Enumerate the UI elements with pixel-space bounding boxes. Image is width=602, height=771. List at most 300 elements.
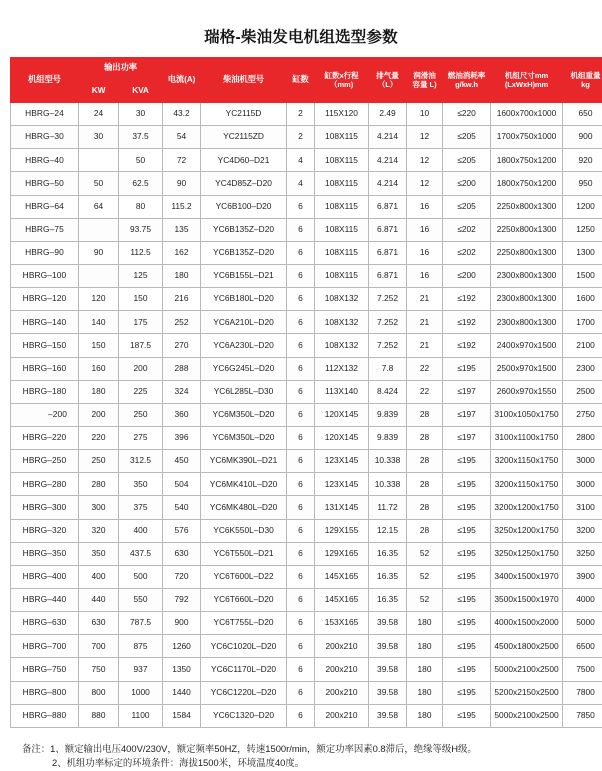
cell-lube-oil: 28 <box>407 403 443 426</box>
cell-model: HBRG–50 <box>11 172 79 195</box>
cell-engine-model: YC6MK390L–D21 <box>201 450 287 473</box>
cell-kva: 30 <box>119 103 163 126</box>
cell-cylinders: 6 <box>287 195 315 218</box>
cell-dimensions: 2300x800x1300 <box>491 311 563 334</box>
cell-kw: 200 <box>79 403 119 426</box>
cell-cylinders: 6 <box>287 218 315 241</box>
cell-current: 630 <box>163 542 201 565</box>
cell-weight: 1700 <box>563 311 602 334</box>
cell-cylinders: 6 <box>287 704 315 727</box>
cell-lube-oil: 52 <box>407 589 443 612</box>
th-bore-stroke-line1: 缸数x行程 <box>324 71 358 80</box>
cell-model: HBRG–64 <box>11 195 79 218</box>
cell-current: 450 <box>163 450 201 473</box>
cell-kw <box>79 265 119 288</box>
cell-engine-model: YC4D85Z–D20 <box>201 172 287 195</box>
table-row <box>11 126 602 149</box>
cell-engine-model: YC6MK410L–D20 <box>201 473 287 496</box>
cell-weight: 3000 <box>563 450 602 473</box>
cell-cylinders: 6 <box>287 403 315 426</box>
cell-displacement: 9.839 <box>369 403 407 426</box>
cell-current: 1584 <box>163 704 201 727</box>
cell-weight: 1500 <box>563 265 602 288</box>
th-kva: KVA <box>119 79 163 103</box>
cell-fuel-rate: ≤195 <box>443 542 491 565</box>
cell-kw: 630 <box>79 612 119 635</box>
th-bore-stroke <box>315 58 369 103</box>
table-row <box>11 704 602 727</box>
cell-kw: 320 <box>79 519 119 542</box>
th-displacement <box>369 58 407 103</box>
cell-kw: 800 <box>79 681 119 704</box>
cell-current: 540 <box>163 496 201 519</box>
cell-displacement: 7.8 <box>369 357 407 380</box>
cell-dimensions: 2250x800x1300 <box>491 218 563 241</box>
cell-engine-model: YC6MK480L–D20 <box>201 496 287 519</box>
cell-displacement: 11.72 <box>369 496 407 519</box>
cell-engine-model: YC6T755L–D20 <box>201 612 287 635</box>
cell-kva: 62.5 <box>119 172 163 195</box>
cell-fuel-rate: ≤195 <box>443 565 491 588</box>
cell-engine-model: YC6C1320–D20 <box>201 704 287 727</box>
cell-lube-oil: 12 <box>407 172 443 195</box>
cell-cylinders: 6 <box>287 241 315 264</box>
cell-displacement: 39.58 <box>369 704 407 727</box>
cell-dimensions: 3250x1200x1750 <box>491 519 563 542</box>
cell-weight: 1600 <box>563 288 602 311</box>
table-row <box>11 149 602 172</box>
table-row <box>11 172 602 195</box>
footer-notes <box>10 742 592 771</box>
cell-dimensions: 2250x800x1300 <box>491 241 563 264</box>
cell-fuel-rate: ≤195 <box>443 450 491 473</box>
cell-bore-stroke: 120X145 <box>315 403 369 426</box>
cell-lube-oil: 180 <box>407 635 443 658</box>
cell-cylinders: 6 <box>287 334 315 357</box>
cell-kw: 90 <box>79 241 119 264</box>
th-cylinders: 缸数 <box>287 58 315 103</box>
th-kw: KW <box>79 79 119 103</box>
cell-bore-stroke: 115X120 <box>315 103 369 126</box>
cell-bore-stroke: 200x210 <box>315 704 369 727</box>
cell-kva: 50 <box>119 149 163 172</box>
cell-dimensions: 1800x750x1200 <box>491 172 563 195</box>
cell-dimensions: 1700x750x1000 <box>491 126 563 149</box>
cell-cylinders: 4 <box>287 172 315 195</box>
cell-weight: 3900 <box>563 565 602 588</box>
table-row <box>11 565 602 588</box>
table-row <box>11 218 602 241</box>
cell-dimensions: 3500x1500x1970 <box>491 589 563 612</box>
cell-fuel-rate: ≤195 <box>443 473 491 496</box>
cell-weight: 650 <box>563 103 602 126</box>
cell-current: 576 <box>163 519 201 542</box>
cell-cylinders: 2 <box>287 103 315 126</box>
cell-dimensions: 5200x2150x2500 <box>491 681 563 704</box>
cell-model: HBRG–220 <box>11 427 79 450</box>
cell-current: 43.2 <box>163 103 201 126</box>
cell-fuel-rate: ≤195 <box>443 681 491 704</box>
cell-current: 324 <box>163 380 201 403</box>
cell-cylinders: 6 <box>287 496 315 519</box>
cell-kw <box>79 149 119 172</box>
table-row <box>11 612 602 635</box>
cell-cylinders: 6 <box>287 288 315 311</box>
cell-fuel-rate: ≤195 <box>443 658 491 681</box>
cell-current: 115.2 <box>163 195 201 218</box>
th-lube-oil-line1: 润滑油 <box>413 71 435 80</box>
cell-model: HBRG–440 <box>11 589 79 612</box>
cell-kva: 187.5 <box>119 334 163 357</box>
cell-displacement: 16.35 <box>369 542 407 565</box>
cell-kw: 50 <box>79 172 119 195</box>
cell-dimensions: 1800x750x1200 <box>491 149 563 172</box>
table-row <box>11 357 602 380</box>
cell-model: HBRG–320 <box>11 519 79 542</box>
table-row <box>11 496 602 519</box>
cell-engine-model: YC6T660L–D20 <box>201 589 287 612</box>
note-line-2: 2、机组功率标定的环境条件：海拔1500米，环境温度40度。 <box>22 756 592 771</box>
th-weight <box>563 58 602 103</box>
cell-current: 900 <box>163 612 201 635</box>
th-dimensions <box>491 58 563 103</box>
cell-bore-stroke: 108X132 <box>315 288 369 311</box>
table-row <box>11 427 602 450</box>
cell-dimensions: 2600x970x1550 <box>491 380 563 403</box>
cell-model: HBRG–100 <box>11 265 79 288</box>
cell-lube-oil: 16 <box>407 265 443 288</box>
cell-bore-stroke: 108X115 <box>315 126 369 149</box>
table-row <box>11 195 602 218</box>
cell-weight: 7850 <box>563 704 602 727</box>
cell-current: 180 <box>163 265 201 288</box>
cell-kva: 80 <box>119 195 163 218</box>
note-line-1: 备注：1、额定输出电压400V/230V，额定频率50HZ，转速1500r/min，额定功率因素0.8滞后，绝缘等级H级。 <box>22 742 592 757</box>
cell-current: 1260 <box>163 635 201 658</box>
cell-fuel-rate: ≤200 <box>443 172 491 195</box>
cell-weight: 950 <box>563 172 602 195</box>
cell-dimensions: 2500x970x1500 <box>491 357 563 380</box>
cell-current: 792 <box>163 589 201 612</box>
cell-lube-oil: 12 <box>407 126 443 149</box>
cell-lube-oil: 21 <box>407 311 443 334</box>
cell-model: HBRG–280 <box>11 473 79 496</box>
th-current: 电流(A) <box>163 58 201 103</box>
cell-displacement: 6.871 <box>369 218 407 241</box>
cell-displacement: 7.252 <box>369 334 407 357</box>
table-row <box>11 380 602 403</box>
cell-cylinders: 6 <box>287 589 315 612</box>
cell-bore-stroke: 108X132 <box>315 311 369 334</box>
th-displacement-line2: （L） <box>369 81 406 90</box>
cell-lube-oil: 16 <box>407 195 443 218</box>
cell-weight: 6500 <box>563 635 602 658</box>
table-row <box>11 473 602 496</box>
cell-current: 720 <box>163 565 201 588</box>
cell-fuel-rate: ≤205 <box>443 149 491 172</box>
cell-weight: 900 <box>563 126 602 149</box>
cell-kva: 550 <box>119 589 163 612</box>
cell-displacement: 12.15 <box>369 519 407 542</box>
cell-cylinders: 6 <box>287 473 315 496</box>
cell-displacement: 9.839 <box>369 427 407 450</box>
cell-cylinders: 6 <box>287 565 315 588</box>
cell-model: HBRG–140 <box>11 311 79 334</box>
cell-displacement: 10.338 <box>369 473 407 496</box>
cell-cylinders: 6 <box>287 681 315 704</box>
cell-engine-model: YC6A210L–D20 <box>201 311 287 334</box>
cell-lube-oil: 21 <box>407 334 443 357</box>
cell-bore-stroke: 108X115 <box>315 218 369 241</box>
cell-lube-oil: 21 <box>407 288 443 311</box>
cell-model: –200 <box>11 403 79 426</box>
cell-cylinders: 6 <box>287 380 315 403</box>
cell-engine-model: YC6B100–D20 <box>201 195 287 218</box>
cell-bore-stroke: 200x210 <box>315 681 369 704</box>
cell-weight: 7500 <box>563 658 602 681</box>
cell-weight: 3000 <box>563 473 602 496</box>
cell-weight: 2750 <box>563 403 602 426</box>
cell-current: 162 <box>163 241 201 264</box>
table-row <box>11 635 602 658</box>
cell-displacement: 39.58 <box>369 681 407 704</box>
cell-model: HBRG–700 <box>11 635 79 658</box>
cell-model: HBRG–40 <box>11 149 79 172</box>
cell-bore-stroke: 120X145 <box>315 427 369 450</box>
cell-model: HBRG–880 <box>11 704 79 727</box>
table-row <box>11 589 602 612</box>
cell-kva: 275 <box>119 427 163 450</box>
th-engine-model: 柴油机型号 <box>201 58 287 103</box>
cell-lube-oil: 180 <box>407 658 443 681</box>
cell-lube-oil: 180 <box>407 612 443 635</box>
cell-dimensions: 2400x970x1500 <box>491 334 563 357</box>
cell-kw: 150 <box>79 334 119 357</box>
cell-engine-model: YC6L285L–D30 <box>201 380 287 403</box>
cell-weight: 2800 <box>563 427 602 450</box>
cell-bore-stroke: 129X165 <box>315 542 369 565</box>
cell-model: HBRG–250 <box>11 450 79 473</box>
page-title: 瑞格-柴油发电机组选型参数 <box>10 0 592 57</box>
cell-current: 216 <box>163 288 201 311</box>
header-row-top <box>11 58 602 79</box>
cell-engine-model: YC2115D <box>201 103 287 126</box>
cell-displacement: 39.58 <box>369 612 407 635</box>
cell-displacement: 6.871 <box>369 195 407 218</box>
cell-lube-oil: 22 <box>407 357 443 380</box>
cell-bore-stroke: 123X145 <box>315 450 369 473</box>
cell-dimensions: 3200x1150x1750 <box>491 450 563 473</box>
cell-engine-model: YC6M350L–D20 <box>201 427 287 450</box>
cell-engine-model: YC6B155L–D21 <box>201 265 287 288</box>
cell-cylinders: 6 <box>287 635 315 658</box>
cell-kva: 875 <box>119 635 163 658</box>
cell-dimensions: 3100x1100x1750 <box>491 427 563 450</box>
cell-weight: 2300 <box>563 357 602 380</box>
cell-current: 1440 <box>163 681 201 704</box>
cell-kva: 125 <box>119 265 163 288</box>
cell-weight: 5000 <box>563 612 602 635</box>
cell-current: 504 <box>163 473 201 496</box>
cell-kw: 700 <box>79 635 119 658</box>
table-row <box>11 542 602 565</box>
cell-current: 1350 <box>163 658 201 681</box>
cell-model: HBRG–150 <box>11 334 79 357</box>
cell-current: 396 <box>163 427 201 450</box>
cell-kw: 140 <box>79 311 119 334</box>
table-row <box>11 311 602 334</box>
cell-kw: 440 <box>79 589 119 612</box>
cell-displacement: 16.35 <box>369 565 407 588</box>
cell-current: 90 <box>163 172 201 195</box>
cell-fuel-rate: ≤202 <box>443 218 491 241</box>
cell-bore-stroke: 108X115 <box>315 265 369 288</box>
cell-dimensions: 2250x800x1300 <box>491 195 563 218</box>
cell-kva: 312.5 <box>119 450 163 473</box>
cell-fuel-rate: ≤195 <box>443 496 491 519</box>
table-body <box>11 103 602 728</box>
cell-kw: 750 <box>79 658 119 681</box>
th-bore-stroke-line2: （mm) <box>315 81 368 90</box>
cell-kva: 937 <box>119 658 163 681</box>
cell-kva: 500 <box>119 565 163 588</box>
cell-kw: 120 <box>79 288 119 311</box>
cell-current: 54 <box>163 126 201 149</box>
cell-current: 252 <box>163 311 201 334</box>
cell-cylinders: 6 <box>287 265 315 288</box>
table-row <box>11 241 602 264</box>
cell-dimensions: 3250x1250x1750 <box>491 542 563 565</box>
cell-displacement: 16.35 <box>369 589 407 612</box>
th-fuel-rate <box>443 58 491 103</box>
cell-model: HBRG–630 <box>11 612 79 635</box>
cell-engine-model: YC6K550L–D30 <box>201 519 287 542</box>
cell-cylinders: 6 <box>287 612 315 635</box>
cell-kva: 150 <box>119 288 163 311</box>
cell-displacement: 2.49 <box>369 103 407 126</box>
cell-kw: 280 <box>79 473 119 496</box>
cell-lube-oil: 28 <box>407 450 443 473</box>
table-row <box>11 519 602 542</box>
cell-bore-stroke: 112X132 <box>315 357 369 380</box>
cell-bore-stroke: 123X145 <box>315 473 369 496</box>
cell-current: 288 <box>163 357 201 380</box>
cell-kva: 37.5 <box>119 126 163 149</box>
cell-bore-stroke: 108X115 <box>315 149 369 172</box>
cell-displacement: 6.871 <box>369 265 407 288</box>
cell-fuel-rate: ≤192 <box>443 311 491 334</box>
cell-fuel-rate: ≤195 <box>443 357 491 380</box>
cell-bore-stroke: 108X132 <box>315 334 369 357</box>
cell-lube-oil: 10 <box>407 103 443 126</box>
cell-kw: 220 <box>79 427 119 450</box>
cell-engine-model: YC6G245L–D20 <box>201 357 287 380</box>
cell-fuel-rate: ≤220 <box>443 103 491 126</box>
cell-bore-stroke: 145X165 <box>315 589 369 612</box>
cell-kw: 400 <box>79 565 119 588</box>
cell-kva: 350 <box>119 473 163 496</box>
cell-cylinders: 6 <box>287 450 315 473</box>
cell-bore-stroke: 145X165 <box>315 565 369 588</box>
cell-cylinders: 6 <box>287 519 315 542</box>
cell-fuel-rate: ≤197 <box>443 427 491 450</box>
cell-displacement: 4.214 <box>369 149 407 172</box>
cell-fuel-rate: ≤197 <box>443 403 491 426</box>
cell-bore-stroke: 131X145 <box>315 496 369 519</box>
th-fuel-rate-line1: 燃油消耗率 <box>448 71 485 80</box>
table-row <box>11 450 602 473</box>
cell-cylinders: 6 <box>287 658 315 681</box>
cell-fuel-rate: ≤195 <box>443 519 491 542</box>
cell-fuel-rate: ≤205 <box>443 195 491 218</box>
th-lube-oil-line2: 容量 L) <box>407 81 442 90</box>
cell-kw: 250 <box>79 450 119 473</box>
cell-lube-oil: 180 <box>407 704 443 727</box>
cell-weight: 3100 <box>563 496 602 519</box>
cell-fuel-rate: ≤195 <box>443 704 491 727</box>
table-row <box>11 334 602 357</box>
cell-bore-stroke: 200x210 <box>315 658 369 681</box>
cell-dimensions: 4500x1800x2500 <box>491 635 563 658</box>
cell-displacement: 7.252 <box>369 288 407 311</box>
cell-displacement: 6.871 <box>369 241 407 264</box>
cell-dimensions: 5000x2100x2500 <box>491 704 563 727</box>
cell-weight: 1200 <box>563 195 602 218</box>
cell-dimensions: 3200x1150x1750 <box>491 473 563 496</box>
cell-model: HBRG–120 <box>11 288 79 311</box>
cell-kva: 787.5 <box>119 612 163 635</box>
th-weight-line2: kg <box>563 81 602 90</box>
cell-bore-stroke: 129X155 <box>315 519 369 542</box>
cell-weight: 3250 <box>563 542 602 565</box>
cell-model: HBRG–400 <box>11 565 79 588</box>
cell-model: HBRG–75 <box>11 218 79 241</box>
cell-bore-stroke: 200x210 <box>315 635 369 658</box>
cell-dimensions: 5000x2100x2500 <box>491 658 563 681</box>
cell-fuel-rate: ≤195 <box>443 635 491 658</box>
cell-engine-model: YC4D60–D21 <box>201 149 287 172</box>
cell-engine-model: YC6B180L–D20 <box>201 288 287 311</box>
table-row <box>11 103 602 126</box>
cell-model: HBRG–180 <box>11 380 79 403</box>
cell-kw: 350 <box>79 542 119 565</box>
table-header <box>11 58 602 103</box>
cell-kva: 400 <box>119 519 163 542</box>
cell-kva: 200 <box>119 357 163 380</box>
cell-current: 360 <box>163 403 201 426</box>
cell-weight: 4000 <box>563 589 602 612</box>
cell-kva: 93.75 <box>119 218 163 241</box>
cell-engine-model: YC6B135Z–D20 <box>201 241 287 264</box>
cell-displacement: 7.252 <box>369 311 407 334</box>
cell-bore-stroke: 108X115 <box>315 172 369 195</box>
cell-kw: 880 <box>79 704 119 727</box>
cell-engine-model: YC6T550L–D21 <box>201 542 287 565</box>
cell-kw: 300 <box>79 496 119 519</box>
cell-lube-oil: 180 <box>407 681 443 704</box>
cell-lube-oil: 52 <box>407 565 443 588</box>
cell-cylinders: 2 <box>287 126 315 149</box>
cell-engine-model: YC6C1220L–D20 <box>201 681 287 704</box>
cell-fuel-rate: ≤197 <box>443 380 491 403</box>
cell-kva: 1100 <box>119 704 163 727</box>
cell-dimensions: 3200x1200x1750 <box>491 496 563 519</box>
cell-dimensions: 2300x800x1300 <box>491 265 563 288</box>
cell-fuel-rate: ≤202 <box>443 241 491 264</box>
cell-engine-model: YC6M350L–D20 <box>201 403 287 426</box>
th-model: 机组型号 <box>11 58 79 103</box>
cell-kw <box>79 218 119 241</box>
